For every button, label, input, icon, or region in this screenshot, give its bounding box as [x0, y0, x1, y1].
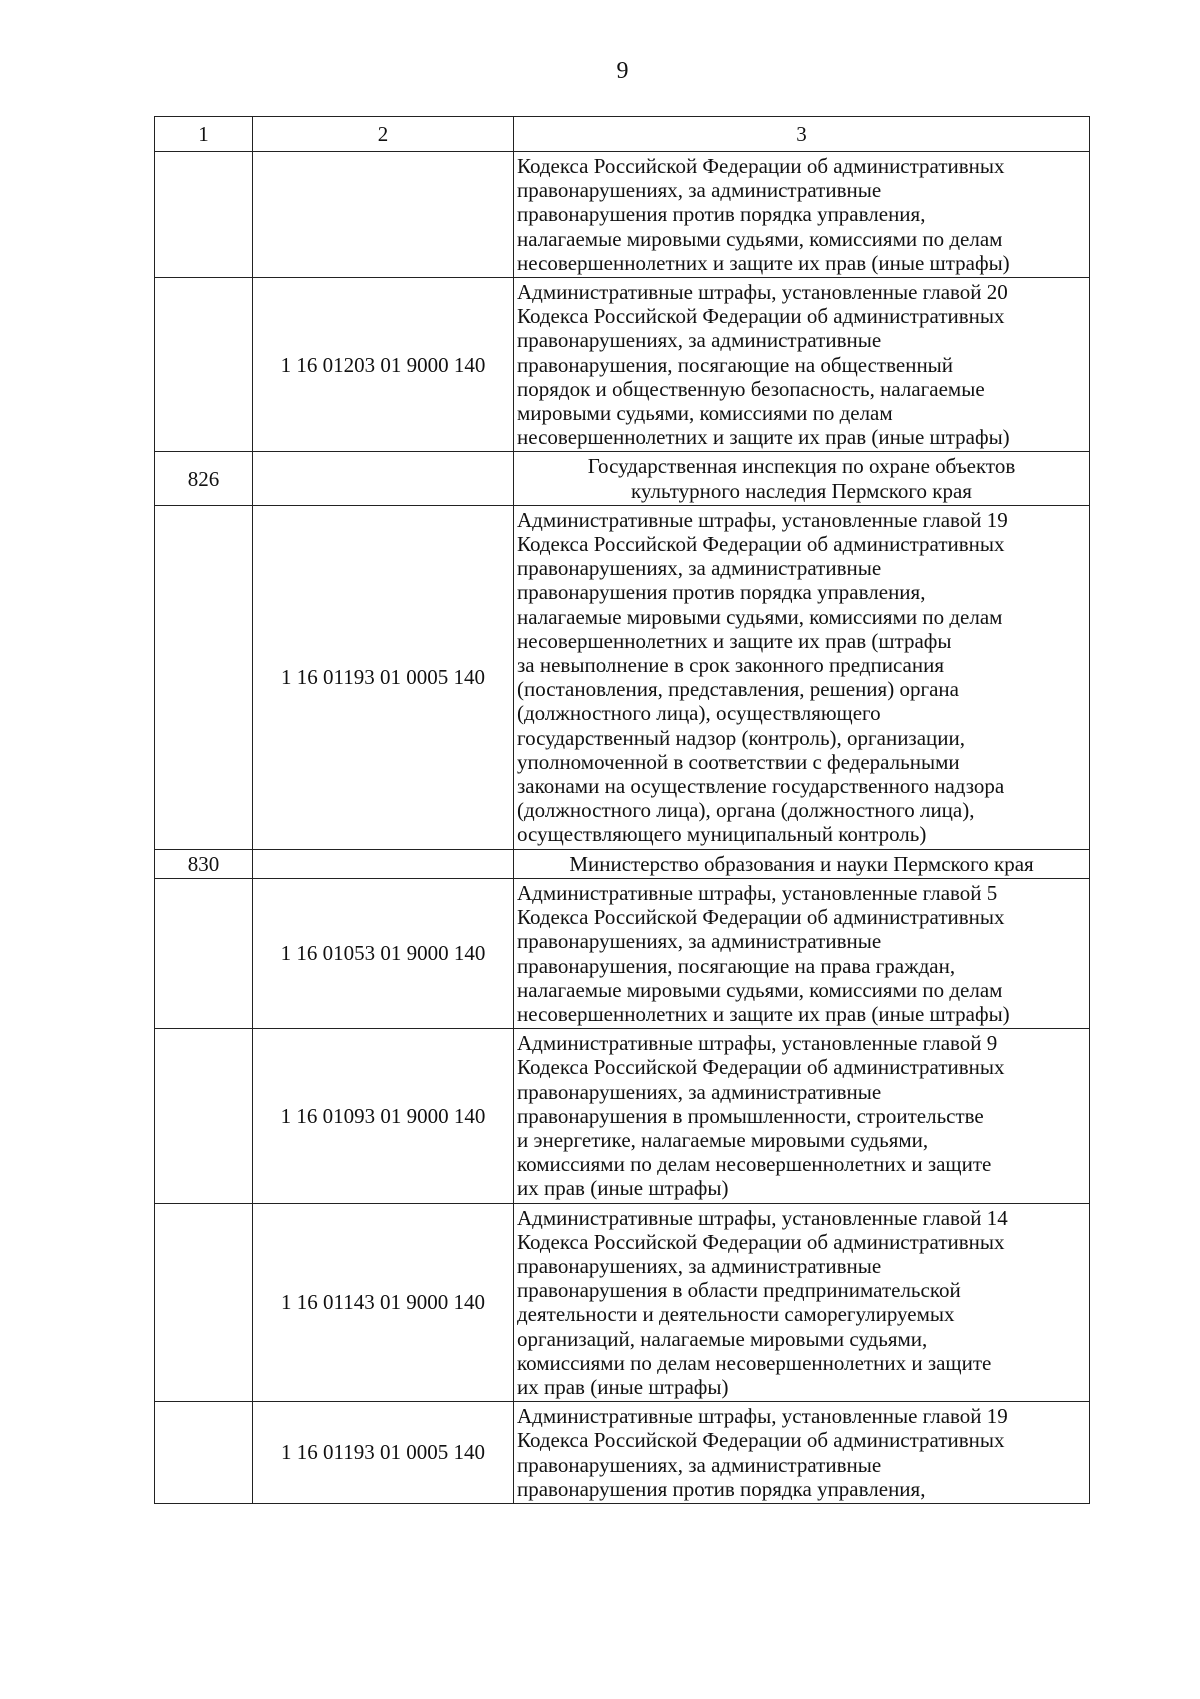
- table-row: [155, 1402, 1090, 1504]
- description-line: культурного наследия Пермского края: [631, 478, 972, 503]
- description-line: правонарушения против порядка управления,: [517, 1476, 926, 1501]
- description-line: правонарушениях, за административные: [517, 178, 882, 203]
- description-line: правонарушения, посягающие на права граждан,: [517, 953, 956, 978]
- budget-classification-code-cell: [253, 152, 514, 278]
- description-line: Административные штрафы, установленные главой 19: [517, 507, 1008, 532]
- description-line: (должностного лица), осуществляющего: [517, 701, 881, 726]
- description-line: Кодекса Российской Федерации об административных: [517, 304, 1005, 329]
- description-cell: [514, 1029, 1090, 1203]
- description-line: комиссиями по делам несовершеннолетних и защите: [517, 1152, 992, 1177]
- description-cell: [514, 278, 1090, 452]
- description-line: Кодекса Российской Федерации об административных: [517, 1229, 1005, 1254]
- admin-code-cell: [155, 505, 253, 849]
- table-row: [155, 1029, 1090, 1203]
- budget-classification-code-cell: 1 16 01193 01 0005 140: [253, 1402, 514, 1504]
- header-cell-col-2: 2: [253, 117, 514, 152]
- description-line: Административные штрафы, установленные главой 5: [517, 880, 998, 905]
- description-line: деятельности и деятельности саморегулируемых: [517, 1302, 955, 1327]
- description-line: правонарушениях, за административные: [517, 1452, 882, 1477]
- admin-code-cell: 830: [155, 849, 253, 878]
- description-line: Государственная инспекция по охране объектов: [587, 454, 1016, 479]
- budget-classification-code-cell: 1 16 01203 01 9000 140: [253, 278, 514, 452]
- description-cell: [514, 1402, 1090, 1504]
- description-line: правонарушения против порядка управления,: [517, 580, 926, 605]
- admin-code-cell: [155, 152, 253, 278]
- table-row: [155, 878, 1090, 1028]
- description-line: мировыми судьями, комиссиями по делам: [517, 401, 893, 426]
- description-line: налагаемые мировыми судьями, комиссиями по делам: [517, 226, 1003, 251]
- header-cell-col-1: 1: [155, 117, 253, 152]
- description-cell: [514, 878, 1090, 1028]
- description-line: Министерство образования и науки Пермского края: [569, 851, 1034, 876]
- description-line: несовершеннолетних и защите их прав (иные штрафы): [517, 425, 1010, 450]
- description-line: за невыполнение в срок законного предписания: [517, 653, 944, 678]
- admin-code-cell: 826: [155, 452, 253, 505]
- description-line: несовершеннолетних и защите их прав (штрафы: [517, 628, 952, 653]
- description-line: уполномоченной в соответствии с федеральными: [517, 749, 960, 774]
- admin-code-cell: [155, 1203, 253, 1402]
- budget-classification-code-cell: 1 16 01143 01 9000 140: [253, 1203, 514, 1402]
- description-line: порядок и общественную безопасность, налагаемые: [517, 376, 985, 401]
- description-line: правонарушениях, за административные: [517, 556, 882, 581]
- budget-classification-code-cell: [253, 849, 514, 878]
- description-line: Кодекса Российской Федерации об административных: [517, 1055, 1005, 1080]
- description-line: правонарушениях, за административные: [517, 1079, 882, 1104]
- description-line: (должностного лица), органа (должностного лица),: [517, 798, 975, 823]
- page-number: 9: [616, 58, 629, 84]
- description-line: Административные штрафы, установленные главой 19: [517, 1404, 1008, 1429]
- description-line: несовершеннолетних и защите их прав (иные штрафы): [517, 250, 1010, 275]
- description-line: Кодекса Российской Федерации об административных: [517, 154, 1005, 178]
- description-line: правонарушения против порядка управления,: [517, 202, 926, 227]
- description-line: комиссиями по делам несовершеннолетних и защите: [517, 1350, 992, 1375]
- budget-classification-code-cell: [253, 452, 514, 505]
- agency-name-cell: [514, 849, 1090, 878]
- description-line: и энергетике, налагаемые мировыми судьями,: [517, 1127, 929, 1152]
- budget-classification-code-cell: 1 16 01053 01 9000 140: [253, 878, 514, 1028]
- description-cell: [514, 505, 1090, 849]
- description-line: налагаемые мировыми судьями, комиссиями по делам: [517, 977, 1003, 1002]
- description-line: их прав (иные штрафы): [517, 1374, 729, 1399]
- budget-codes-table: [154, 116, 1090, 1504]
- description-cell: [514, 1203, 1090, 1402]
- header-cell-col-3: 3: [514, 117, 1090, 152]
- description-line: их прав (иные штрафы): [517, 1176, 729, 1201]
- budget-classification-code-cell: 1 16 01193 01 0005 140: [253, 505, 514, 849]
- agency-row: [155, 452, 1090, 505]
- description-line: (постановления, представления, решения) органа: [517, 677, 959, 702]
- description-line: Кодекса Российской Федерации об административных: [517, 905, 1005, 930]
- description-line: налагаемые мировыми судьями, комиссиями по делам: [517, 604, 1003, 629]
- table-body: [155, 117, 1090, 1504]
- agency-row: [155, 849, 1090, 878]
- description-cell: [514, 152, 1090, 278]
- description-line: Административные штрафы, установленные главой 14: [517, 1205, 1008, 1230]
- description-line: осуществляющего муниципальный контроль): [517, 822, 927, 847]
- description-line: правонарушениях, за административные: [517, 328, 882, 353]
- table-header-row: [155, 117, 1090, 152]
- description-line: несовершеннолетних и защите их прав (иные штрафы): [517, 1001, 1010, 1026]
- description-line: правонарушения в области предпринимательской: [517, 1278, 961, 1303]
- description-line: Административные штрафы, установленные главой 20: [517, 280, 1008, 305]
- agency-name-cell: [514, 452, 1090, 505]
- description-line: Кодекса Российской Федерации об административных: [517, 1428, 1005, 1453]
- admin-code-cell: [155, 1402, 253, 1504]
- description-line: организаций, налагаемые мировыми судьями,: [517, 1326, 928, 1351]
- table-row: [155, 278, 1090, 452]
- description-line: правонарушения, посягающие на общественный: [517, 352, 954, 377]
- table-row: [155, 505, 1090, 849]
- table-row: [155, 1203, 1090, 1402]
- description-line: законами на осуществление государственного надзора: [517, 774, 1005, 799]
- budget-classification-code-cell: 1 16 01093 01 9000 140: [253, 1029, 514, 1203]
- admin-code-cell: [155, 1029, 253, 1203]
- table-row: [155, 152, 1090, 278]
- description-line: правонарушениях, за административные: [517, 929, 882, 954]
- description-line: Кодекса Российской Федерации об административных: [517, 532, 1005, 557]
- description-line: правонарушения в промышленности, строительстве: [517, 1103, 984, 1128]
- admin-code-cell: [155, 878, 253, 1028]
- description-line: государственный надзор (контроль), организации,: [517, 725, 966, 750]
- description-line: Административные штрафы, установленные главой 9: [517, 1031, 998, 1056]
- admin-code-cell: [155, 278, 253, 452]
- description-line: правонарушениях, за административные: [517, 1253, 882, 1278]
